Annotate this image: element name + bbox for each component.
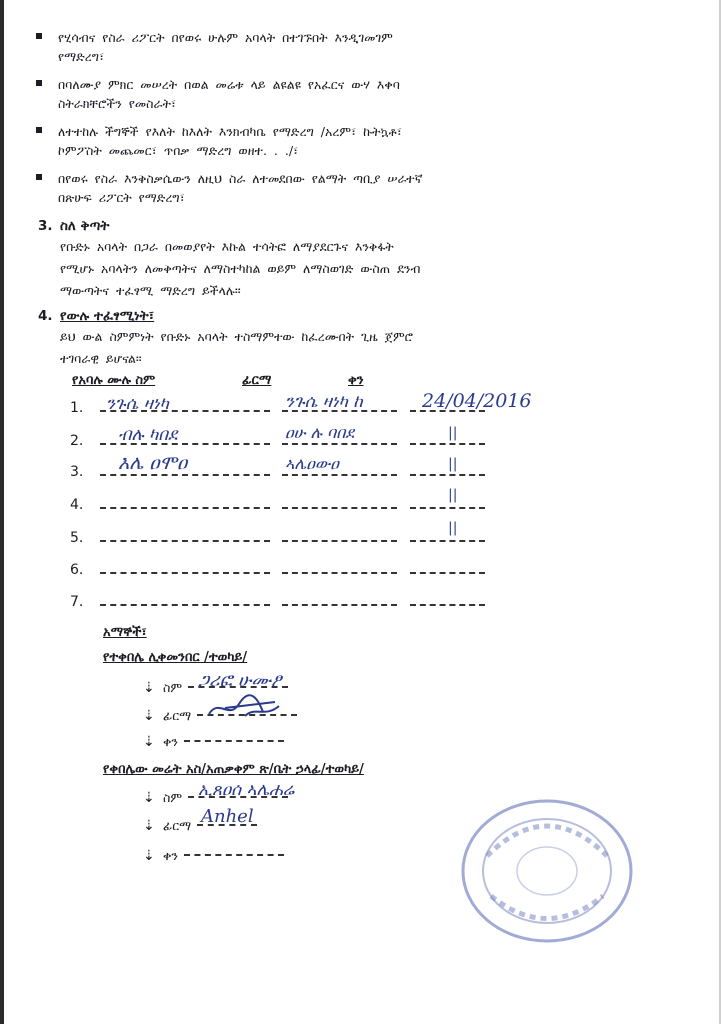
row-number: 4. [70, 497, 84, 513]
approvers-label: አማኞች፣ [103, 625, 147, 640]
handwritten-name: ጋሪፎ ሁሙፆ [198, 670, 282, 691]
signature-line [282, 507, 397, 509]
fill-line [184, 740, 284, 742]
bullet-line: የማድረግ፣ [58, 49, 105, 64]
handwritten-date: || [448, 456, 458, 472]
section-title: የውሉ ተፈፃሚነት፣ [60, 308, 155, 324]
bullet-icon [36, 33, 42, 39]
signature-line [282, 474, 397, 476]
section-number: 3. [38, 218, 53, 234]
paragraph-line: ተገባራዊ ይሆናል፡፡ [60, 351, 142, 366]
sign-line-date [143, 734, 284, 750]
field-label: ቀን [163, 848, 178, 863]
sign-line-signature [143, 708, 297, 724]
column-header-date: ቀን [348, 373, 364, 388]
section-number: 4. [38, 308, 53, 324]
handwritten-name: ብሉ ካበደ [118, 425, 178, 445]
handwritten-date: 24/04/2016 [422, 390, 532, 412]
arrow-down-icon: ⇣ [143, 680, 155, 696]
date-line [410, 604, 485, 606]
table-row [70, 390, 630, 426]
row-number: 3. [70, 464, 84, 480]
bullet-icon [36, 80, 42, 86]
signature-line [282, 604, 397, 606]
handwritten-date: || [448, 520, 458, 536]
signature-line [282, 443, 397, 445]
column-header-name: የአባሉ ሙሉ ስም [72, 373, 156, 388]
field-label: ቀን [163, 734, 178, 749]
signature-scribble-icon [205, 694, 285, 724]
bullet-icon [36, 174, 42, 180]
handwritten-date: || [448, 425, 458, 441]
handwritten-date: || [448, 487, 458, 503]
arrow-down-icon: ⇣ [143, 708, 155, 724]
arrow-down-icon: ⇣ [143, 818, 155, 834]
arrow-down-icon: ⇣ [143, 848, 155, 864]
table-row [70, 452, 630, 490]
name-line [100, 507, 270, 509]
bullet-list [36, 28, 596, 216]
handwritten-signature: ንጉሴ ዛነካ ከ [285, 392, 363, 412]
handwritten-name: ኢጸዐሰ ኣሌሐሬ [198, 780, 295, 800]
section-heading [38, 306, 598, 326]
date-line [410, 507, 485, 509]
handwritten-signature: ዐሁ ሉ ባበደ [285, 423, 355, 442]
field-label: ፊርማ [163, 818, 192, 833]
bullet-line: በየወሩ የስራ እንቅስቃሴውን ለዚህ ስራ ለተመደበው የልማት ጣቢያ ሠራተኛ [58, 171, 423, 186]
handwritten-name: ንጉሴ ዛነካ [106, 394, 169, 414]
sign-line-name [143, 780, 295, 806]
table-row [70, 487, 630, 523]
table-row [70, 520, 630, 556]
bullet-icon [36, 127, 42, 133]
paragraph-line: የቡድኑ አባላት በጋራ በመወያየት እኩል ተሳትፎ ለማያደርጉና እንቅፋት [60, 239, 394, 254]
signature-line [282, 540, 397, 542]
bullet-line: በባለሙያ ምክር መሠረት በወል መሬቱ ላይ ልዩልዩ የአፈርና ውሃ እቀባ [58, 77, 400, 92]
field-label: ስም [163, 790, 183, 805]
arrow-down-icon: ⇣ [143, 790, 155, 806]
section-title: ስለ ቅጣት [60, 218, 110, 234]
row-number: 1. [70, 400, 84, 416]
sign-line-date [143, 848, 284, 864]
date-line [410, 572, 485, 574]
paragraph-line: ማውጣትና ተፈፃሚ ማድረግ ይችላሉ፡፡ [60, 283, 241, 298]
scan-edge [0, 0, 4, 1024]
paragraph-line: ይህ ውል ስምምነት የቡድኑ አባላት ተስማምተው ከፈረሙበት ጊዜ ጀምሮ [60, 329, 413, 344]
bullet-line: ለተተከሉ ችግኞች የእለት ከእለት እንክብካቤ የማድረግ /አረም፣ ኩትኳቶ፣ [58, 124, 402, 139]
name-line [100, 540, 270, 542]
column-header-signature: ፊርማ [242, 373, 272, 388]
section-heading [38, 216, 598, 236]
paragraph-line: የሚሆኑ አባላትን ለመቅጣትና ለማስተካከል ወይም ለማስወገድ ውስጠ ደንብ [60, 261, 421, 276]
handwritten-signature: Anhel [201, 806, 254, 827]
section-penalty [38, 216, 598, 302]
field-label: ስም [163, 680, 183, 695]
date-line [410, 540, 485, 542]
arrow-down-icon: ⇣ [143, 734, 155, 750]
handwritten-signature: ኣሌዐውዐ [285, 454, 339, 473]
date-line [410, 443, 485, 445]
bullet-line: ስትራክቸሮችን የመስራት፣ [58, 96, 177, 111]
table-row [70, 558, 630, 588]
official-stamp-icon [457, 796, 637, 946]
field-label: ፊርማ [163, 708, 192, 723]
row-number: 5. [70, 530, 84, 546]
name-line [100, 474, 270, 476]
group-title-land-office: የቀበሌው መሬት አስ/አጠቃቀም ጽ/ቤት ኃላፊ/ተወካይ/ [103, 762, 364, 777]
date-line [410, 474, 485, 476]
list-item [36, 28, 596, 66]
name-line [100, 572, 270, 574]
table-row [70, 590, 630, 620]
signature-line [282, 572, 397, 574]
row-number: 6. [70, 562, 84, 578]
fill-line [184, 854, 284, 856]
group-title-chairman: የተቀበሌ ሊቀመንበር /ተወካይ/ [103, 650, 248, 665]
row-number: 2. [70, 433, 84, 449]
bullet-line: በጽሁፍ ሪፖርት የማድረግ፣ [58, 190, 185, 205]
section-effectiveness [38, 306, 598, 370]
name-line [100, 604, 270, 606]
list-item [36, 122, 596, 160]
list-item [36, 169, 596, 207]
sign-line-signature [143, 806, 257, 834]
row-number: 7. [70, 594, 84, 610]
bullet-line: የሂሳብና የስራ ሪፖርት በየወሩ ሁሉም አባላት በተገኙበት እንዲገመገም [58, 30, 393, 45]
list-item [36, 75, 596, 113]
bullet-line: ኮምፖስት መጨመር፣ ጥበቃ ማድረግ ወዘተ. . ./፣ [58, 143, 299, 158]
handwritten-name: እሌ ዐሞዐ [118, 452, 188, 474]
